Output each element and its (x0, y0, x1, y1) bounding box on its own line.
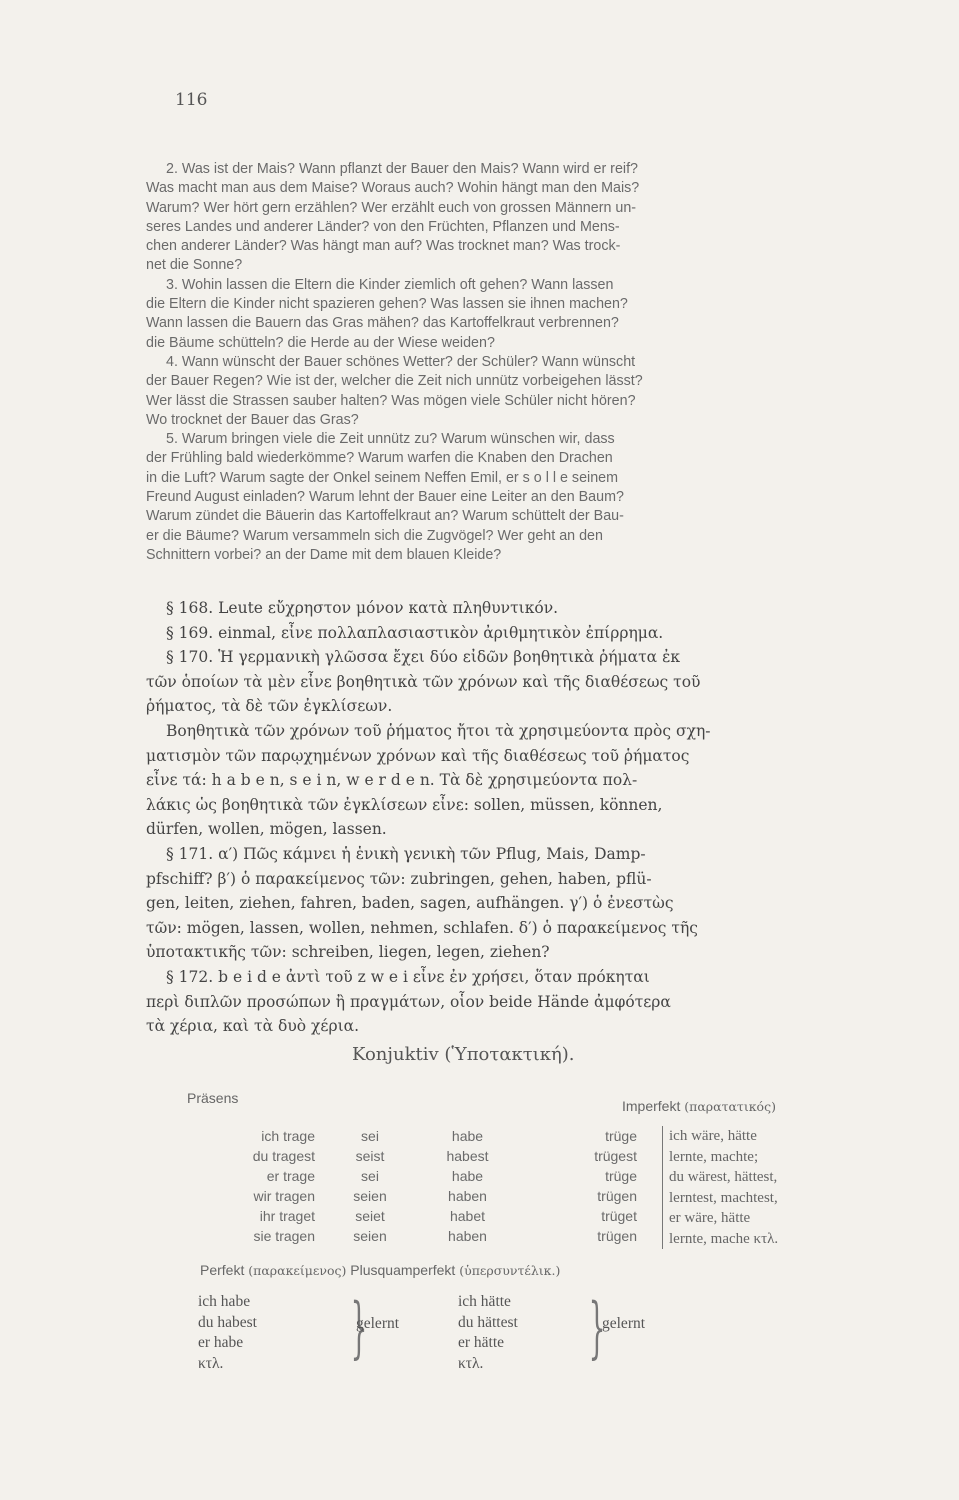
question-line: chen anderer Länder? Was hängt man auf? Was trocknet man? Was trock- (146, 238, 621, 255)
conjugation-cell: seien (353, 1188, 387, 1204)
conjugation-imperfekt-column (545, 1126, 637, 1246)
conjugation-cell: habest (446, 1148, 489, 1164)
question-line: Was macht man aus dem Maise? Woraus auch? Wohin hängt man den Mais? (146, 180, 640, 197)
conjugation-cell: habet (449, 1208, 486, 1224)
bracket-line: er wäre, hätte (669, 1210, 751, 1226)
conjugation-cell: habe (451, 1168, 484, 1184)
grammar-line: dürfen, wollen, mögen, lassen. (146, 820, 387, 839)
conjugation-cell: trüge (605, 1128, 637, 1144)
grammar-notes (146, 596, 846, 1039)
grammar-line: εἶνε τά: h a b e n, s e i n, w e r d e n. Τὰ δὲ χρησιμεύοντα πολ- (146, 771, 638, 790)
question-line: Wann lassen die Bauern das Gras mähen? das Kartoffelkraut verbrennen? (146, 315, 619, 332)
page-number: 116 (175, 90, 208, 110)
bracket-line: lernte, machte; (669, 1148, 759, 1165)
conjugation-cell: habe (451, 1128, 484, 1144)
plusquam-greek-label: (ὑπερσυντέλικ.) (459, 1263, 561, 1278)
conjugation-cell: trüge (605, 1168, 637, 1184)
conjugation-cell: sie tragen (253, 1228, 315, 1244)
conjugation-cell: trügest (594, 1148, 637, 1164)
conjugation-cell: wir tragen (253, 1188, 315, 1204)
perfekt-form: er habe (198, 1334, 244, 1351)
grammar-line: § 168. Leute εὔχρηστον μόνον κατὰ πληθυντικόν. (166, 599, 559, 617)
conjugation-cell: du tragest (252, 1148, 315, 1164)
grammar-line: τὰ χέρια, καὶ τὰ δυὸ χέρια. (146, 1017, 360, 1036)
question-line: Wo trocknet der Bauer das Gras? (146, 411, 359, 428)
question-line: Wer lässt die Strassen sauber halten? Was mögen viele Schüler nicht hören? (146, 392, 636, 409)
imperfekt-label (622, 1098, 776, 1114)
perfekt-form: ich habe (198, 1293, 251, 1310)
plusquam-gelernt: gelernt (602, 1315, 646, 1332)
grammar-line: pfschiff? β′) ὁ παρακείμενος τῶν: zubringen, gehen, haben, pflü- (146, 869, 652, 888)
conjugation-cell: ich trage (261, 1128, 315, 1144)
imperfekt-label-text: Imperfekt (622, 1098, 681, 1114)
grammar-line: τῶν ὁποίων τὰ μὲν εἶνε βοηθητικὰ τῶν χρόνων καὶ τῆς διαθέσεως τοῦ (146, 672, 701, 691)
question-line: 5. Warum bringen viele die Zeit unnütz zu? Warum wünschen wir, dass (166, 431, 615, 448)
plusquam-form: κτλ. (458, 1354, 484, 1372)
praesens-label: Präsens (187, 1090, 239, 1106)
conjugation-cell: seiet (355, 1208, 385, 1224)
grammar-line: περὶ διπλῶν προσώπων ἢ πραγμάτων, οἷον beide Hände ἀμφότερα (146, 992, 671, 1011)
conjugation-cell: sei (361, 1168, 379, 1184)
grammar-line: § 172. b e i d e ἀντὶ τοῦ z w e i εἶνε ἐν χρήσει, ὅταν πρόκηται (166, 967, 650, 986)
question-line: 2. Was ist der Mais? Wann pflanzt der Bauer den Mais? Wann wird er reif? (166, 161, 638, 177)
grammar-line: ματισμὸν τῶν παρῳχημένων χρόνων καὶ τῆς διαθέσεως τοῦ ῥήματος (146, 746, 690, 765)
imperfekt-bracket-list (662, 1126, 778, 1249)
conjugation-cell: ihr traget (259, 1208, 315, 1224)
question-line: Warum zündet die Bäuerin das Kartoffelkraut an? Warum schüttelt der Bau- (146, 508, 624, 525)
conjugation-cell: sei (361, 1128, 379, 1144)
grammar-line: § 170. Ἡ γερμανικὴ γλῶσσα ἔχει δύο εἰδῶν βοηθητικὰ ῥήματα ἐκ (166, 648, 681, 667)
grammar-line: λάκις ὡς βοηθητικὰ τῶν ἐγκλίσεων εἶνε: sollen, müssen, können, (146, 795, 663, 814)
question-line: 4. Wann wünscht der Bauer schönes Wetter? der Schüler? Wann wünscht (166, 353, 636, 370)
conjugation-haben-column (430, 1126, 505, 1246)
conjugation-heading: Konjuktiv (Ὑποτακτική). (352, 1044, 575, 1065)
bracket-line: ich wäre, hätte (669, 1128, 757, 1144)
grammar-line: τῶν: mögen, lassen, wollen, nehmen, schlafen. δ′) ὁ παρακείμενος τῆς (146, 918, 698, 937)
grammar-line: ὑποτακτικῆς τῶν: schreiben, liegen, legen, ziehen? (146, 943, 550, 962)
grammar-line: ῥήματος, τὰ δὲ τῶν ἐγκλίσεων. (146, 697, 393, 716)
question-line: in die Luft? Warum sagte der Onkel seinem Neffen Emil, er s o l l e seinem (146, 469, 619, 486)
perfekt-form: κτλ. (198, 1354, 224, 1372)
perfekt-greek-label: (παρακείμενος) (248, 1263, 347, 1278)
question-line: die Bäume schütteln? die Herde au der Wiese weiden? (146, 334, 495, 351)
question-line: net die Sonne? (146, 257, 243, 274)
question-line: die Eltern die Kinder nicht spazieren gehen? Was lassen sie ihnen machen? (146, 296, 628, 313)
conjugation-sein-column (335, 1126, 405, 1246)
imperfekt-greek-label: (παρατατικός) (684, 1099, 776, 1114)
conjugation-cell: seien (353, 1228, 387, 1244)
question-line: Schnittern vorbei? an der Dame mit dem blauen Kleide? (146, 546, 502, 563)
conjugation-pronoun-column (180, 1126, 315, 1246)
plusquam-form: du hättest (458, 1313, 518, 1331)
conjugation-cell: haben (448, 1188, 487, 1204)
bracket-line: du wärest, hättest, (669, 1169, 778, 1185)
conjugation-cell: er trage (266, 1168, 315, 1184)
grammar-line: § 169. einmal, εἶνε πολλαπλασιαστικὸν ἀριθμητικὸν ἐπίρρημα. (166, 623, 664, 642)
plusquam-form: er hätte (458, 1334, 505, 1351)
plusquam-forms (458, 1292, 518, 1374)
plusquam-brace-icon: } (588, 1289, 606, 1366)
question-line: der Frühling bald wiederkömme? Warum warfen die Knaben den Drachen (146, 450, 613, 467)
conjugation-cell: trügen (597, 1228, 637, 1244)
conjugation-cell: seist (355, 1148, 385, 1164)
plusquam-label-text: Plusquamperfekt (350, 1262, 456, 1278)
exercise-questions (146, 160, 831, 565)
bracket-line: lernte, mache κτλ. (669, 1230, 779, 1247)
question-line: Warum? Wer hört gern erzählen? Wer erzählt euch von grossen Männern un- (146, 199, 637, 216)
question-line: der Bauer Regen? Wie ist der, welcher die Zeit nich unnütz vorbeigehen lässt? (146, 373, 643, 390)
conjugation-cell: haben (448, 1228, 487, 1244)
perfekt-label (200, 1262, 560, 1278)
grammar-line: § 171. α′) Πῶς κάμνει ἡ ἑνικὴ γενικὴ τῶν Pflug, Mais, Damp- (166, 844, 646, 863)
perfekt-forms (198, 1292, 257, 1374)
question-line: 3. Wohin lassen die Eltern die Kinder ziemlich oft gehen? Wann lassen (166, 276, 614, 293)
plusquam-form: ich hätte (458, 1293, 511, 1310)
perfekt-gelernt: gelernt (356, 1315, 400, 1332)
conjugation-cell: trügen (597, 1188, 637, 1204)
perfekt-brace-icon: } (350, 1289, 368, 1366)
perfekt-form: du habest (198, 1313, 257, 1331)
question-line: er die Bäume? Warum versammeln sich die Zugvögel? Wer geht an den (146, 527, 603, 544)
question-line: seres Landes und anderer Länder? von den Früchten, Pflanzen und Mens- (146, 218, 620, 235)
grammar-line: Βοηθητικὰ τῶν χρόνων τοῦ ῥήματος ἤτοι τὰ χρησιμεύοντα πρὸς σχη- (166, 721, 711, 740)
grammar-line: gen, leiten, ziehen, fahren, baden, sagen, aufhängen. γ′) ὁ ἐνεστὼς (146, 894, 674, 913)
question-line: Freund August einladen? Warum lehnt der Bauer eine Leiter an den Baum? (146, 489, 624, 506)
perfekt-label-text: Perfekt (200, 1262, 245, 1278)
conjugation-cell: trüget (601, 1208, 637, 1224)
bracket-line: lerntest, machtest, (669, 1189, 778, 1206)
